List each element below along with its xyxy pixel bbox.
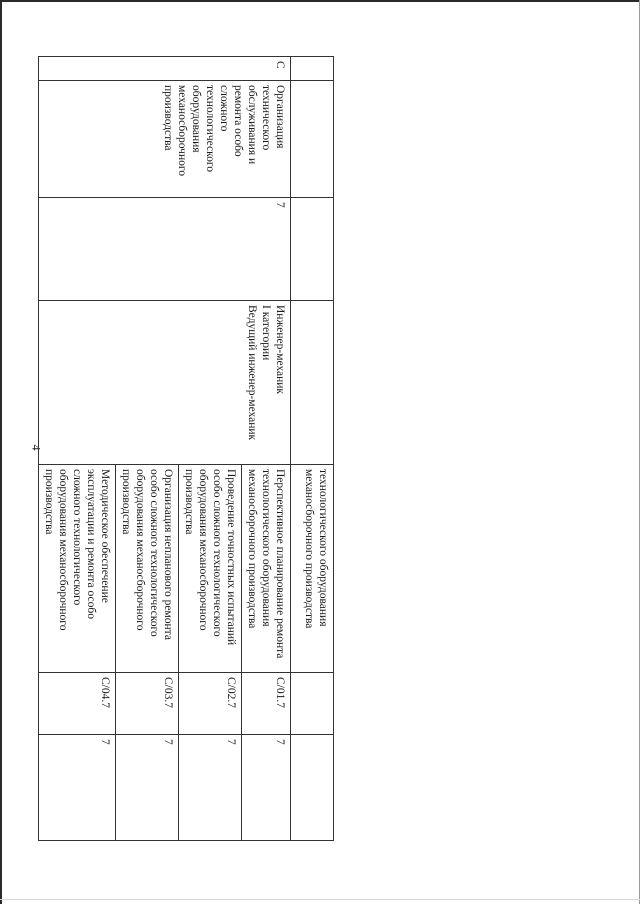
function-line: Методическое обеспечение bbox=[99, 469, 111, 603]
function-line: эксплуатации и ремонта особо bbox=[85, 469, 97, 619]
group-name-cell bbox=[39, 81, 291, 198]
group-name-line: Организация bbox=[274, 85, 286, 149]
function-name-cell bbox=[116, 465, 179, 673]
function-code-cell: С/01.7 bbox=[242, 673, 291, 735]
function-line: особо сложного технологического bbox=[211, 469, 223, 637]
function-line: Организация непланового ремонта bbox=[162, 469, 174, 640]
cont-cell-empty-3 bbox=[291, 198, 334, 301]
table-row-continuation bbox=[291, 57, 334, 841]
function-code-cell: С/02.7 bbox=[179, 673, 242, 735]
group-name-line: ремонта особо bbox=[232, 85, 244, 157]
function-level-cell: 7 bbox=[179, 735, 242, 841]
function-line: производства bbox=[183, 469, 195, 535]
group-name-line: сложного bbox=[218, 85, 230, 132]
cont-cell-empty-6 bbox=[291, 735, 334, 841]
function-level-cell: 7 bbox=[242, 735, 291, 841]
position-line: Ведущий инженер-механик bbox=[246, 305, 258, 441]
function-line: оборудования механосборочного bbox=[197, 469, 209, 631]
group-name-line: технологического bbox=[204, 85, 216, 173]
position-line: Инженер-механик bbox=[274, 305, 286, 395]
function-level-cell: 7 bbox=[116, 735, 179, 841]
cont-cell-empty-2 bbox=[291, 81, 334, 198]
function-line: технологического оборудования bbox=[260, 469, 272, 627]
page-number: 4 bbox=[29, 444, 44, 451]
function-name-cell bbox=[179, 465, 242, 673]
cont-cell-empty-5 bbox=[291, 673, 334, 735]
function-line: особо сложного технологического bbox=[148, 469, 160, 637]
function-level-cell: 7 bbox=[39, 735, 116, 841]
position-line: I категории bbox=[260, 305, 272, 361]
function-line: механосборочного производства bbox=[246, 469, 258, 629]
function-name-cell bbox=[242, 465, 291, 673]
function-line: производства bbox=[43, 469, 55, 535]
scan-edge-top bbox=[0, 0, 640, 2]
rotated-table-container bbox=[43, 56, 334, 840]
function-code-cell: С/04.7 bbox=[39, 673, 116, 735]
function-line: сложного технологического bbox=[71, 469, 83, 606]
scan-edge-bottom bbox=[0, 899, 640, 900]
scan-edge-left bbox=[0, 0, 2, 904]
function-code-cell: С/03.7 bbox=[116, 673, 179, 735]
function-line: оборудования механосборочного bbox=[134, 469, 146, 631]
function-line: Проведение точностных испытаний bbox=[225, 469, 237, 646]
cont-function-cell bbox=[291, 465, 334, 673]
group-name-line: механосборочного bbox=[176, 85, 188, 177]
group-name-line: технического bbox=[260, 85, 272, 151]
function-line: Перспективное планирование ремонта bbox=[274, 469, 286, 659]
function-line: производства bbox=[120, 469, 132, 535]
function-line: оборудования механосборочного bbox=[57, 469, 69, 631]
group-level-cell: 7 bbox=[39, 198, 291, 301]
table-row-function-1 bbox=[242, 57, 291, 841]
cont-cell-empty-1 bbox=[291, 57, 334, 81]
cont-line: технологического оборудования bbox=[317, 469, 329, 627]
group-name-line: обслуживания и bbox=[246, 85, 258, 165]
group-name-line: производства bbox=[162, 85, 174, 151]
positions-cell bbox=[39, 301, 291, 465]
group-code-cell: С bbox=[39, 57, 291, 81]
cont-cell-empty-4 bbox=[291, 301, 334, 465]
function-name-cell bbox=[39, 465, 116, 673]
group-name-line: оборудования bbox=[190, 85, 202, 153]
cont-line: механосборочного производства bbox=[303, 469, 315, 629]
functions-table bbox=[38, 56, 334, 841]
